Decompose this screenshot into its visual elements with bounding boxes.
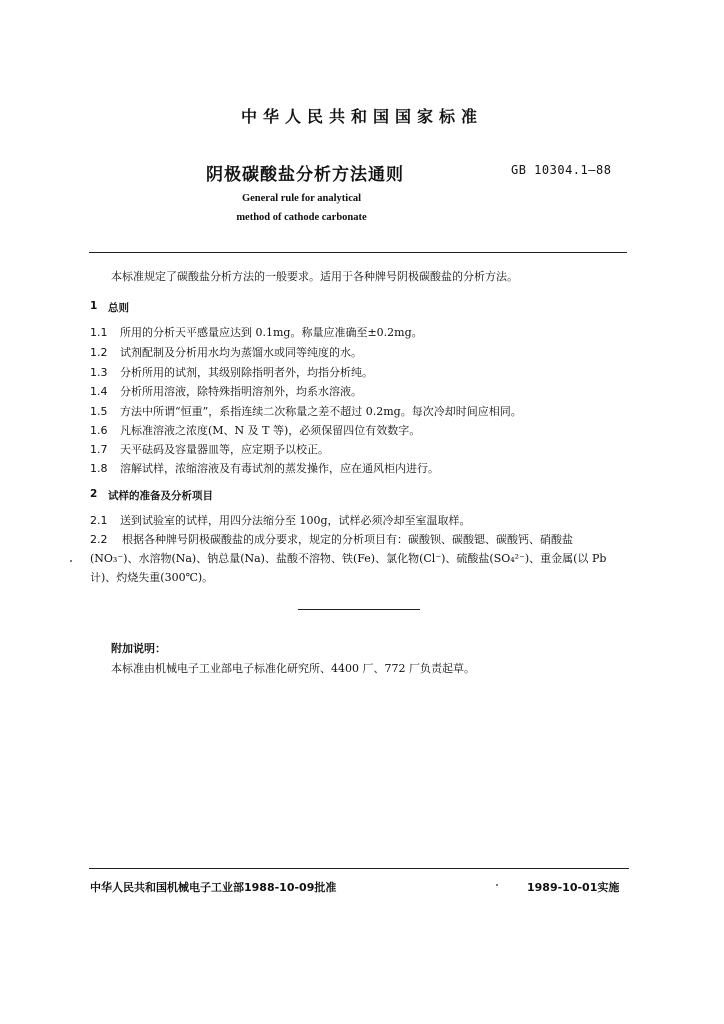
section-2-heading: 试样的准备及分析项目 bbox=[108, 490, 213, 502]
english-title-line2: method of cathode carbonate bbox=[236, 212, 367, 223]
scope-paragraph: 本标准规定了碳酸盐分析方法的一般要求。适用于各种牌号阴极碳酸盐的分析方法。 bbox=[111, 270, 518, 283]
notes-text: 本标准由机械电子工业部电子标准化研究所、4400 厂、772 厂负责起草。 bbox=[111, 662, 475, 675]
approval-statement: 中华人民共和国机械电子工业部1988-10-09批准 bbox=[90, 881, 337, 894]
scan-speck bbox=[70, 560, 72, 562]
footer-divider bbox=[89, 868, 629, 869]
clause-number: 2.1 bbox=[90, 514, 108, 527]
section-end-divider bbox=[298, 609, 420, 610]
clause-text: 分析所用溶液，除特殊指明溶剂外，均系水溶液。 bbox=[120, 385, 362, 398]
clause-text: 天平砝码及容量器皿等，应定期予以校正。 bbox=[120, 443, 329, 456]
clause-text-line3: 计)、灼烧失重(300℃)。 bbox=[90, 571, 214, 584]
clause-text-line2: (NO₃⁻)、水溶物(Na)、钠总量(Na)、盐酸不溶物、铁(Fe)、氯化物(Cl⁻)、硫酸盐(SO₄²⁻)、重金属(以 Pb bbox=[90, 552, 607, 565]
effective-date: 1989-10-01实施 bbox=[527, 881, 620, 894]
scan-speck bbox=[496, 884, 498, 886]
clause-text: 所用的分析天平感量应达到 0.1mg。称量应准确至±0.2mg。 bbox=[120, 326, 423, 339]
clause-number: 1.5 bbox=[90, 405, 108, 418]
clause-number: 1.1 bbox=[90, 326, 108, 339]
section-1-number: 1 bbox=[90, 300, 98, 312]
notes-heading: 附加说明： bbox=[111, 642, 166, 655]
clause-number: 1.3 bbox=[90, 366, 108, 379]
clause-number: 1.4 bbox=[90, 385, 108, 398]
section-1-heading: 总则 bbox=[108, 302, 129, 314]
clause-number: 1.6 bbox=[90, 424, 108, 437]
clause-text-line1: 根据各种牌号阴极碳酸盐的成分要求，规定的分析项目有：碳酸钡、碳酸锶、碳酸钙、硝酸盐 bbox=[122, 533, 573, 546]
english-title-line1: General rule for analytical bbox=[241, 193, 362, 204]
clause-text: 溶解试样，浓缩溶液及有毒试剂的蒸发操作，应在通风柜内进行。 bbox=[120, 462, 439, 475]
clause-text: 方法中所谓“恒重”，系指连续二次称量之差不超过 0.2mg。每次冷却时间应相同。 bbox=[120, 405, 522, 418]
clause-text: 凡标准溶液之浓度(M、N 及 T 等)，必须保留四位有效数字。 bbox=[120, 424, 421, 437]
clause-number: 1.7 bbox=[90, 443, 108, 456]
section-2-number: 2 bbox=[90, 488, 98, 500]
clause-number: 2.2 bbox=[90, 533, 108, 546]
standard-title: 阴极碳酸盐分析方法通则 bbox=[206, 165, 404, 185]
clause-number: 1.2 bbox=[90, 346, 108, 359]
issuing-organization: 中华人民共和国国家标准 bbox=[240, 107, 483, 126]
standard-code: GB 10304.1—88 bbox=[511, 163, 612, 177]
clause-text: 送到试验室的试样，用四分法缩分至 100g，试样必须冷却至室温取样。 bbox=[120, 514, 471, 527]
clause-text: 试剂配制及分析用水均为蒸馏水或同等纯度的水。 bbox=[120, 346, 362, 359]
header-divider bbox=[89, 252, 627, 253]
clause-text: 分析所用的试剂，其级别除指明者外，均指分析纯。 bbox=[120, 366, 373, 379]
clause-number: 1.8 bbox=[90, 462, 108, 475]
